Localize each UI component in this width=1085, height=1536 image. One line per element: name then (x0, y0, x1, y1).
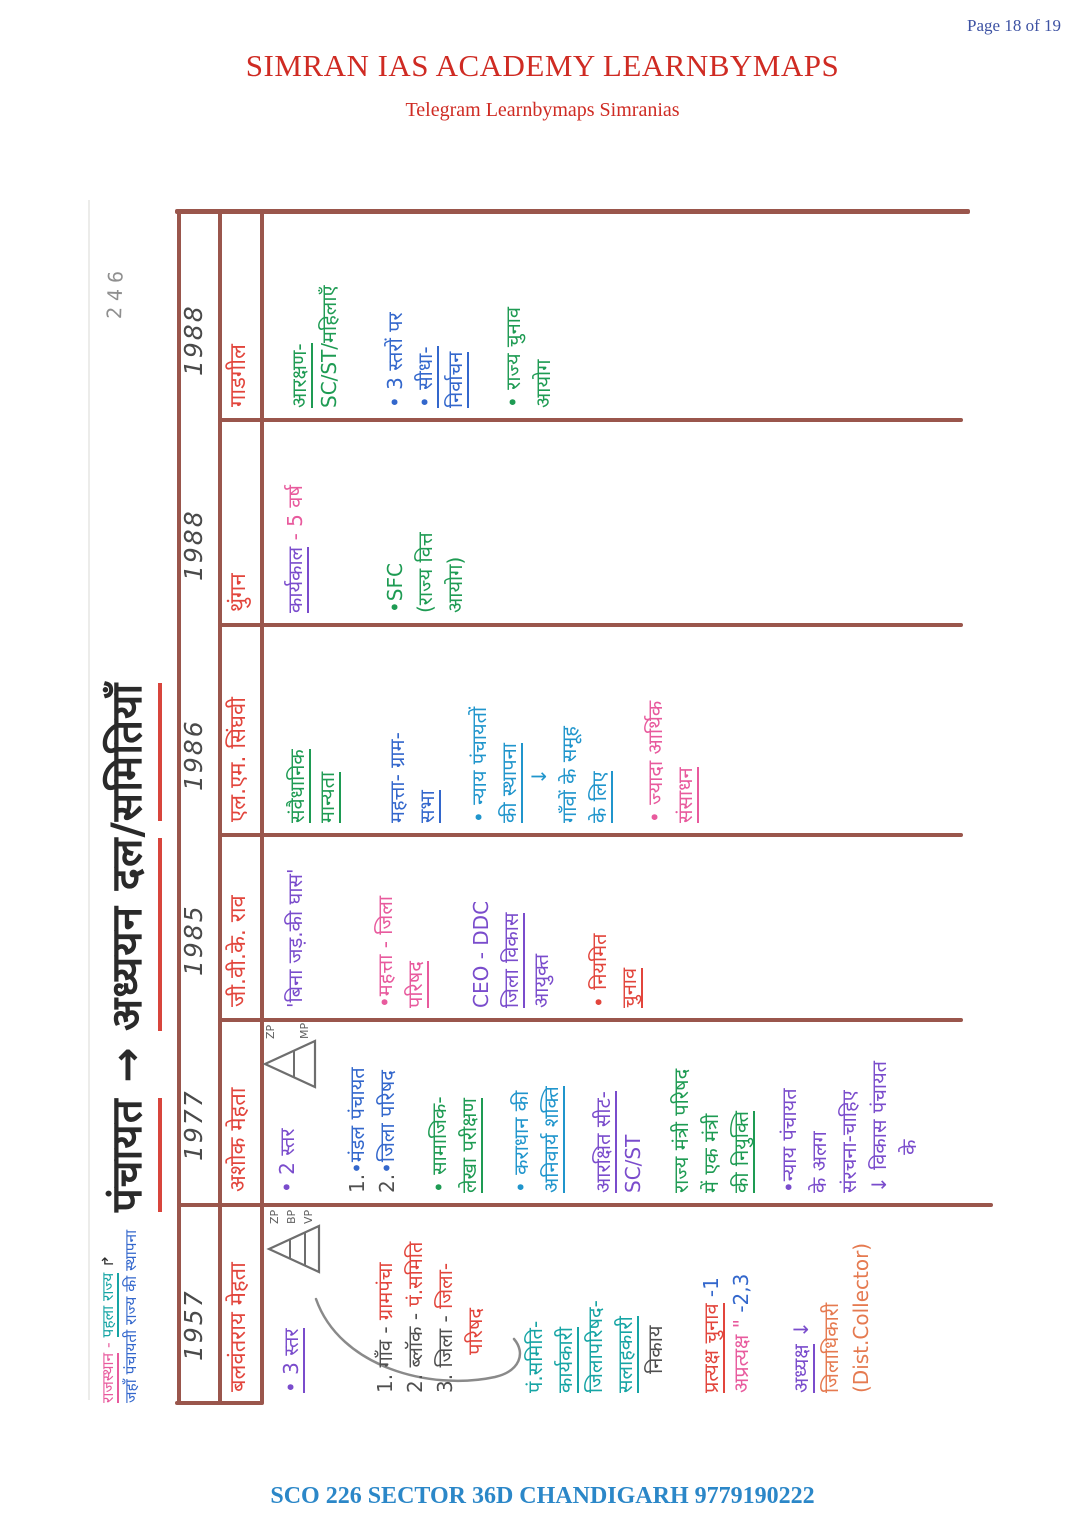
note-line (506, 1024, 536, 1193)
committee-notes (270, 216, 558, 408)
note-part: पं.समिति- (523, 1320, 547, 1393)
note-line (314, 216, 344, 408)
year-label: 1985 (179, 904, 208, 976)
note-part: कार्यकारी (553, 1326, 577, 1393)
year-label: 1977 (179, 1089, 208, 1161)
note-line (580, 1209, 610, 1393)
note-part: ↓ (527, 768, 551, 823)
note-line (550, 1209, 580, 1393)
note-part: प्रत्यक्ष चुनाव (699, 1303, 723, 1393)
notebook-title-part: समितियाँ (102, 683, 162, 821)
note-part: • सीधा- (413, 346, 437, 408)
note-part: मान्यता (315, 771, 339, 823)
note-part: पं.समिति (403, 1241, 427, 1307)
note-group (282, 629, 342, 823)
note-part: जिला विकास (499, 912, 523, 1008)
note-line (834, 1024, 864, 1193)
note-line (816, 1209, 846, 1393)
tier-triangle-icon (264, 1205, 326, 1277)
note-line (726, 1024, 756, 1193)
diagram-label: VP (302, 1209, 315, 1224)
page-footer: SCO 226 SECTOR 36D CHANDIGARH 9779190222 (270, 1483, 815, 1509)
committee-name: थुंगन (226, 573, 251, 612)
committee-notes (270, 839, 644, 1008)
note-line (284, 216, 314, 408)
note-line (666, 1024, 696, 1193)
note-line (804, 1024, 834, 1193)
note-group (264, 1022, 311, 1193)
note-part: (राज्य वित्त (413, 532, 437, 613)
note-group (584, 839, 644, 1008)
note-part: • ज्यादा आर्थिक (643, 700, 667, 823)
note-group (464, 629, 614, 823)
note-part: •न्याय पंचायत (777, 1088, 801, 1193)
note-part: सभा (415, 790, 439, 823)
committee-name: अशोक मेहता (226, 1087, 251, 1192)
note-part: -2,3 (729, 1273, 753, 1313)
note-part: आरक्षित सीट- (591, 1091, 615, 1193)
note-part: ग्रामपंचा (373, 1262, 397, 1321)
note-part: CEO - DDC (469, 900, 493, 1008)
diagram-label: MP (298, 1022, 311, 1039)
note-part: राजस्थान (99, 1352, 117, 1403)
note-line (520, 1209, 550, 1393)
note-line (618, 1024, 648, 1193)
note-part: कार्यकाल (283, 546, 307, 613)
note-group (774, 1024, 924, 1193)
note-group (370, 839, 430, 1008)
note-part: सलाहकारी (613, 1316, 637, 1393)
note-line (640, 629, 670, 823)
diagram-label: ZP (268, 1209, 281, 1224)
note-line (280, 839, 310, 1008)
note-line (610, 1209, 640, 1393)
note-part: की स्थापना (497, 743, 521, 823)
committee-notes (270, 1209, 876, 1393)
note-part: की नियुक्ति (729, 1110, 753, 1193)
note-line (380, 216, 410, 408)
note-line (588, 1024, 618, 1193)
note-part: चुनाव (617, 967, 641, 1008)
note-group (666, 1024, 756, 1193)
note-part: गाँवों के समूह (557, 726, 581, 823)
note-group (280, 424, 310, 613)
corner-number: 246 (102, 264, 128, 320)
note-part: आरक्षण- (287, 343, 311, 408)
note-line (454, 1024, 484, 1193)
scanned-notebook (95, 195, 990, 1405)
note-line (696, 1209, 726, 1393)
note-part: ↓ (867, 1169, 891, 1193)
note-part: • कराधान की (509, 1090, 533, 1193)
note-line (282, 629, 312, 823)
note-part: •SFC (383, 563, 407, 613)
note-part: अध्यक्ष (789, 1344, 813, 1393)
note-part: आयुक्त (529, 953, 553, 1008)
note-part: • 3 स्तरों पर (383, 312, 407, 408)
note-group (380, 424, 470, 613)
note-line (726, 1209, 756, 1393)
note-line (410, 424, 440, 613)
note-part: • 2 स्तर (275, 1128, 299, 1193)
note-line (440, 424, 470, 613)
diagram-label: BP (285, 1209, 298, 1224)
note-part: • न्याय पंचायतों (467, 706, 491, 823)
note-line (370, 839, 400, 1008)
note-part: अप्रत्यक्ष " (729, 1312, 753, 1393)
year-label: 1957 (179, 1289, 208, 1361)
note-group (588, 1024, 648, 1193)
note-part: • 3 स्तर (279, 1328, 303, 1393)
note-line (464, 629, 494, 823)
note-part: के लिए (587, 771, 611, 823)
notebook-title-part: → (102, 1030, 151, 1099)
note-line (846, 1209, 876, 1393)
committee-column-6 (95, 212, 990, 420)
note-part: -1 (699, 1277, 723, 1304)
note-group (520, 1209, 670, 1393)
note-group (380, 216, 470, 408)
committee-column-4 (95, 625, 990, 838)
year-label: 1988 (179, 304, 208, 376)
year-label: 1988 (179, 509, 208, 581)
note-line (498, 216, 528, 408)
note-part: जिलापरिषद- (583, 1300, 607, 1393)
committee-name: बलवंतराय मेहता (226, 1262, 251, 1392)
note-line (410, 216, 440, 408)
committee-column-5 (95, 420, 990, 625)
note-group (382, 629, 442, 823)
note-line (280, 424, 310, 613)
note-part: 'बिना जड़.की घास' (283, 868, 307, 1008)
note-line (528, 216, 558, 408)
note-part: संरचना-चाहिए (837, 1090, 861, 1193)
note-line (466, 839, 496, 1008)
note-part: 3. जिला - (433, 1308, 457, 1393)
note-part: संसाधन (673, 767, 697, 823)
note-part: निर्वाचन (443, 351, 467, 408)
note-part: • राज्य चुनाव (501, 306, 525, 408)
note-part: - 5 वर्ष (283, 485, 307, 547)
note-line (536, 1024, 566, 1193)
note-line (670, 629, 700, 823)
note-line (430, 1209, 460, 1393)
note-line (894, 1024, 924, 1193)
note-part: जहाँ पंचायती राज्य की स्थापना (122, 1229, 141, 1403)
note-line (524, 629, 554, 823)
note-part: ↓ (789, 1321, 813, 1345)
note-part: • सामाजिक- (427, 1096, 451, 1193)
notebook-title-part: अध्ययन दल (102, 838, 162, 1031)
note-line (382, 629, 412, 823)
committee-name: एल.एम. सिंघवी (226, 697, 251, 822)
committee-name: जी.वी.के. राव (226, 895, 251, 1007)
note-part: जिलाधिकारी (819, 1302, 843, 1393)
note-line (614, 839, 644, 1008)
note-line (640, 1209, 670, 1393)
committee-notes (264, 1022, 924, 1193)
note-part: संवैधानिक (285, 749, 309, 823)
diagram-label: ZP (264, 1024, 277, 1039)
note-line (496, 839, 526, 1008)
note-part: SC/ST (621, 1134, 645, 1193)
note-part: आयोग (531, 359, 555, 408)
note-line (584, 629, 614, 823)
note-part: विकास पंचायत (867, 1060, 891, 1170)
note-part: 1. गाँव - (373, 1320, 397, 1393)
notebook-title-part: पंचायत (102, 1098, 162, 1212)
note-line (786, 1209, 816, 1393)
note-part: राज्य मंत्री परिषद (669, 1068, 693, 1193)
note-part: • नियमित (587, 933, 611, 1008)
note-part: (Dist.Collector) (849, 1242, 873, 1393)
note-line (342, 1024, 372, 1193)
page-number: Page 18 of 19 (967, 16, 1061, 35)
note-group (370, 1209, 490, 1393)
notebook-columns (95, 195, 990, 1405)
note-line (526, 839, 556, 1008)
committee-notes (270, 629, 700, 823)
note-group (786, 1209, 876, 1393)
note-group (342, 1024, 402, 1193)
note-part: परिषद (463, 1307, 487, 1393)
committee-column-2 (95, 1020, 990, 1205)
note-part: के (897, 1139, 921, 1193)
note-line (400, 839, 430, 1008)
note-line (494, 629, 524, 823)
note-part: निकाय (643, 1325, 667, 1393)
note-part: - (99, 1337, 117, 1353)
note-group (696, 1209, 756, 1393)
notebook-title-part: / (102, 821, 151, 838)
note-part: •जिला परिषद (375, 1070, 399, 1174)
note-group (268, 1209, 315, 1393)
tier-diagram (260, 1020, 326, 1092)
note-line (424, 1024, 454, 1193)
note-line (440, 216, 470, 408)
note-part: 2. ब्लॉक - (403, 1306, 427, 1393)
note-line (554, 629, 584, 823)
note-group (284, 216, 344, 408)
committee-name: गाडगील (226, 344, 251, 407)
tier-diagram (264, 1205, 330, 1277)
note-line (774, 1024, 804, 1193)
note-line (412, 629, 442, 823)
page-title: SIMRAN IAS ACADEMY LEARNBYMAPS (245, 48, 840, 83)
note-part: 1. (345, 1173, 369, 1193)
tier-triangle-icon (260, 1020, 322, 1092)
note-group (498, 216, 558, 408)
note-line (370, 1209, 400, 1393)
note-part: लेखा परीक्षण (457, 1098, 481, 1193)
note-part: 2. (375, 1173, 399, 1193)
note-group (506, 1024, 566, 1193)
committee-notes (270, 424, 470, 613)
note-part: ↱ (99, 1254, 117, 1273)
note-group (424, 1024, 484, 1193)
note-part: परिषद (403, 961, 427, 1008)
note-part: अनिवार्य शक्ति (539, 1086, 563, 1193)
page-subtitle: Telegram Learnbymaps Simranias (405, 99, 680, 121)
note-line (400, 1209, 430, 1393)
committee-column-1 (95, 1205, 990, 1405)
note-group (640, 629, 700, 823)
note-line (864, 1024, 894, 1193)
note-part: •महत्ता - जिला (373, 895, 397, 1008)
year-label: 1986 (179, 719, 208, 791)
note-line (380, 424, 410, 613)
note-line (372, 1024, 402, 1193)
note-part: में एक मंत्री (699, 1113, 723, 1193)
note-line (460, 1209, 490, 1393)
note-part: •मंडल पंचायत (345, 1067, 369, 1174)
note-part: आयोग) (443, 556, 467, 613)
committee-column-3 (95, 835, 990, 1020)
note-part: महत्ता- ग्राम- (385, 732, 409, 823)
note-part: के अलग (807, 1131, 831, 1193)
note-part: SC/ST/महिलाएँ (317, 285, 341, 408)
note-part: पहला राज्य (99, 1272, 117, 1338)
note-group (280, 839, 310, 1008)
scan-edge-artifact (88, 200, 90, 1400)
note-line (312, 629, 342, 823)
note-group (466, 839, 556, 1008)
note-line (696, 1024, 726, 1193)
note-part: जिला- (433, 1262, 457, 1309)
note-line (584, 839, 614, 1008)
